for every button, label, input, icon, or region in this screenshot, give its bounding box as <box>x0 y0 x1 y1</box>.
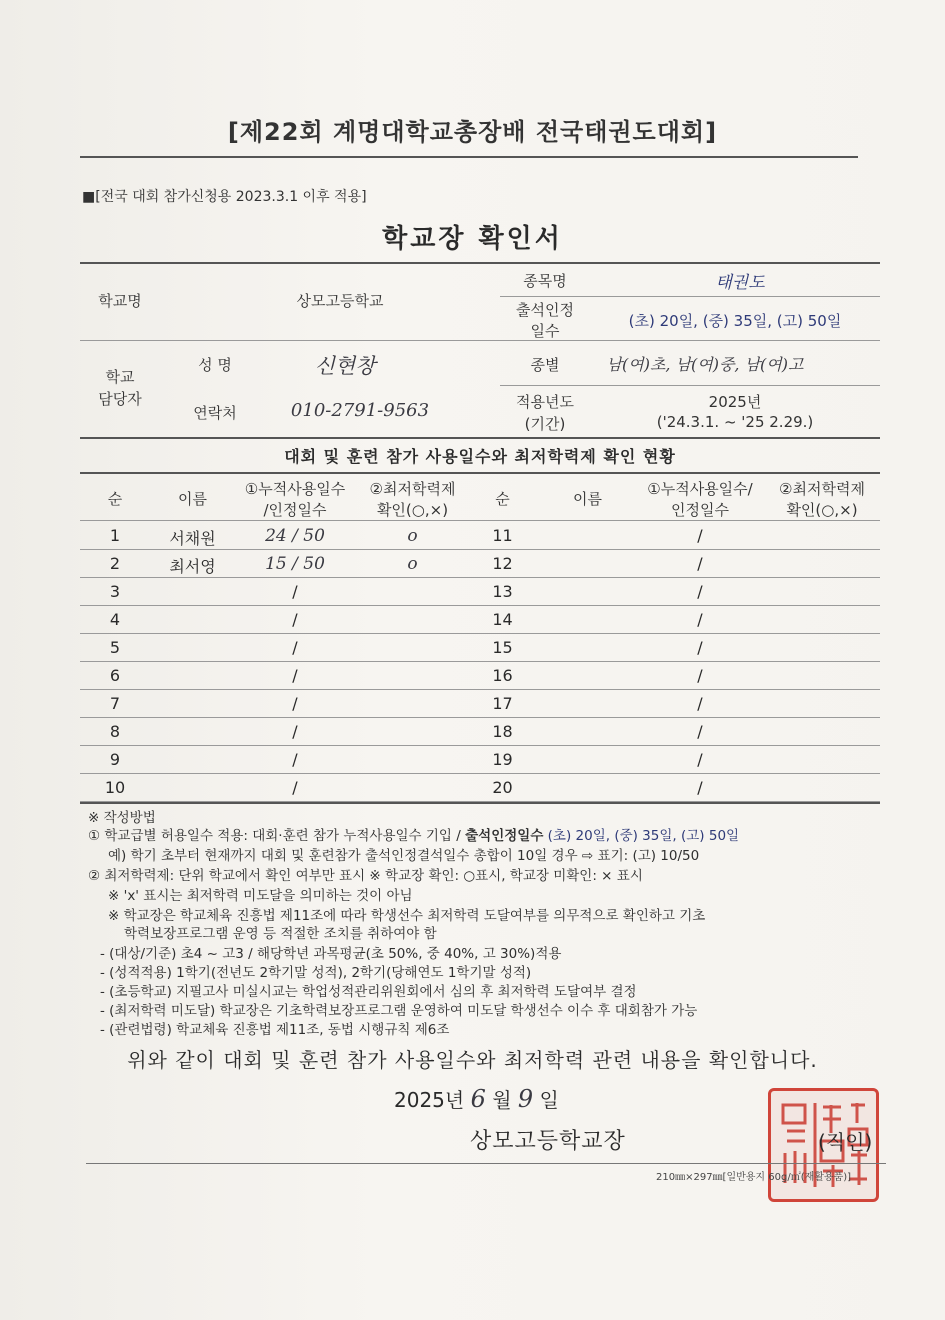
header-name-right: 이름 <box>573 490 602 508</box>
row-days-right: / <box>697 526 703 545</box>
attend-label-2: 일수 <box>530 322 560 340</box>
principal-name: 상모고등학교장 <box>470 1129 626 1154</box>
date-month: 6 <box>470 1085 486 1113</box>
row-number-right: 19 <box>492 750 513 769</box>
status-table-top <box>80 472 880 474</box>
row-number: 4 <box>109 610 121 629</box>
row-number: 5 <box>109 638 121 657</box>
note-2-principal-1: ※ 학교장은 학교체육 진흥법 제11조에 따라 학생선수 최저학력 도달여부를 의무적으로 확인하고 기초 <box>108 908 706 924</box>
year-value: 2025년 <box>708 393 762 411</box>
info-table-top <box>80 262 880 264</box>
row-days-right: / <box>697 778 703 797</box>
row-divider <box>80 633 880 634</box>
status-header-bottom <box>80 520 880 521</box>
row-number: 10 <box>104 778 126 797</box>
detail-4: - (최저학력 미도달) 학교장은 기초학력보장프로그램 운영하여 미도달 학생선수 이수 후 대회참가 가능 <box>100 1003 698 1019</box>
header-min-2: 확인(○,×) <box>376 501 449 519</box>
note-1-a: ① 학교급별 허용일수 적용: 대회·훈련 참가 누적사용일수 기입 / <box>88 828 466 844</box>
note-2: ② 최저학력제: 단위 학교에서 확인 여부만 표시 ※ 학교장 확인: ○표시, 학교장 미확인: × 표시 <box>88 868 643 884</box>
info-line <box>500 385 880 386</box>
row-days: / <box>292 638 298 657</box>
event-value: 태권도 <box>715 273 765 293</box>
row-days-right: / <box>697 666 703 685</box>
row-days: 24 / 50 <box>265 526 325 546</box>
row-days-right: / <box>697 610 703 629</box>
manager-name: 신현창 <box>314 354 376 378</box>
row-divider <box>80 689 880 690</box>
detail-3: - (초등학교) 지필고사 미실시교는 학업성적관리위원회에서 심의 후 최저학력 도달여부 결정 <box>100 984 637 1000</box>
row-days: / <box>292 582 298 601</box>
confirmation-text: 위와 같이 대회 및 훈련 참가 사용일수와 최저학력 관련 내용을 확인합니다. <box>127 1048 818 1072</box>
row-number-right: 14 <box>492 610 513 629</box>
footer-line <box>86 1163 886 1164</box>
row-min-check: o <box>407 554 418 574</box>
row-days: / <box>292 778 298 797</box>
header-days-2: /인정일수 <box>263 501 327 519</box>
row-days: / <box>292 694 298 713</box>
note-1 <box>88 824 739 844</box>
date-month-label: 월 <box>492 1088 512 1112</box>
note-2-x: ※ 'x' 표시는 최저학력 미도달을 의미하는 것이 아님 <box>108 888 413 904</box>
paper-spec: 210㎜×297㎜[일반용지 60g/㎡(재활용품)] <box>656 1172 852 1183</box>
title-underline <box>80 156 858 158</box>
row-divider <box>80 605 880 606</box>
row-number: 3 <box>109 582 121 601</box>
row-name: 서채원 <box>169 529 216 548</box>
detail-2: - (성적적용) 1학기(전년도 2학기말 성적), 2학기(당해연도 1학기말 성적) <box>100 965 532 981</box>
event-title: [제22회 계명대학교총장배 전국태권도대회] <box>227 118 718 146</box>
school-value: 상모고등학교 <box>296 292 384 310</box>
row-days: / <box>292 610 298 629</box>
row-min-check: o <box>407 526 418 546</box>
row-number: 7 <box>109 694 121 713</box>
row-divider <box>80 717 880 718</box>
header-days: ①누적사용일수 <box>244 480 346 498</box>
issue-date <box>394 1084 559 1113</box>
row-number-right: 18 <box>492 722 513 741</box>
row-name: 최서영 <box>169 557 216 576</box>
row-number: 8 <box>109 722 121 741</box>
manager-label-2: 담당자 <box>98 390 142 408</box>
row-days: / <box>292 750 298 769</box>
info-line <box>80 340 880 341</box>
header-min-right-2: 확인(○,×) <box>786 501 858 519</box>
year-label-2: (기간) <box>524 415 566 433</box>
period-value: ('24.3.1. ~ '25 2.29.) <box>656 413 814 431</box>
row-number: 6 <box>109 666 121 685</box>
row-divider <box>80 549 880 550</box>
name-label: 성 명 <box>198 356 232 374</box>
row-days-right: / <box>697 582 703 601</box>
status-title: 대회 및 훈련 참가 사용일수와 최저학력제 확인 현황 <box>284 447 676 466</box>
attend-days-value: (초) 20일, (중) 35일, (고) 50일 <box>628 312 842 330</box>
row-number-right: 17 <box>492 694 513 713</box>
document-title: 학교장 확인서 <box>382 224 563 254</box>
row-number-right: 16 <box>492 666 513 685</box>
row-days: / <box>292 666 298 685</box>
info-table-bottom <box>80 437 880 439</box>
date-day: 9 <box>517 1085 534 1113</box>
row-days: 15 / 50 <box>265 554 325 574</box>
header-min-right: ②최저학력제 <box>779 480 865 498</box>
info-line <box>500 296 880 297</box>
row-divider <box>80 577 880 578</box>
row-divider <box>80 661 880 662</box>
row-days-right: / <box>697 750 703 769</box>
row-days-right: / <box>697 694 703 713</box>
attend-label: 출석인정 <box>516 301 574 319</box>
notes-heading: ※ 작성방법 <box>88 810 156 826</box>
header-name: 이름 <box>178 490 207 508</box>
contact-label: 연락처 <box>193 404 237 422</box>
row-number: 2 <box>109 554 121 573</box>
year-label: 적용년도 <box>516 393 574 411</box>
row-days-right: / <box>697 638 703 657</box>
row-number-right: 15 <box>492 638 513 657</box>
header-days-right-2: 인정일수 <box>671 501 729 519</box>
row-divider <box>80 773 880 774</box>
status-table-bottom <box>80 802 880 804</box>
note-1-example: 예) 학기 초부터 현재까지 대회 및 훈련참가 출석인정결석일수 총합이 10일 경우 ⇨ 표기: (고) 10/50 <box>108 848 700 864</box>
header-days-right: ①누적사용일수/ <box>647 480 753 498</box>
header-min: ②최저학력제 <box>369 480 456 498</box>
row-number-right: 13 <box>492 582 513 601</box>
date-day-label: 일 <box>539 1088 559 1112</box>
row-divider <box>80 745 880 746</box>
detail-5: - (관련법령) 학교체육 진흥법 제11조, 동법 시행규칙 제6조 <box>100 1022 450 1038</box>
contact-value: 010-2791-9563 <box>290 400 430 421</box>
manager-label: 학교 <box>105 368 135 386</box>
event-label: 종목명 <box>523 272 567 290</box>
header-num-right: 순 <box>495 490 510 508</box>
header-num: 순 <box>107 490 123 508</box>
row-days: / <box>292 722 298 741</box>
note-1-c: (초) 20일, (중) 35일, (고) 50일 <box>543 828 740 844</box>
row-number: 1 <box>109 526 121 545</box>
note-1-b: 출석인정일수 <box>465 828 544 844</box>
row-number-right: 12 <box>492 554 513 573</box>
usage-note: ■[전국 대회 참가신청용 2023.3.1 이후 적용] <box>82 189 367 205</box>
row-number-right: 11 <box>492 526 513 545</box>
row-number-right: 20 <box>492 778 513 797</box>
row-days-right: / <box>697 722 703 741</box>
note-2-principal-2: 학력보장프로그램 운영 등 적절한 조치를 취하여야 함 <box>124 926 437 942</box>
gender-value: 남(여)초, 남(여)중, 남(여)고 <box>606 355 804 374</box>
school-label: 학교명 <box>98 292 142 310</box>
row-number: 9 <box>109 750 121 769</box>
seal-label: (직인) <box>818 1130 873 1154</box>
row-days-right: / <box>697 554 703 573</box>
date-year: 2025년 <box>394 1088 465 1112</box>
gender-label: 종별 <box>530 356 560 374</box>
detail-1: - (대상/기준) 초4 ~ 고3 / 해당학년 과목평균(초 50%, 중 40%, 고 30%)적용 <box>100 946 562 962</box>
